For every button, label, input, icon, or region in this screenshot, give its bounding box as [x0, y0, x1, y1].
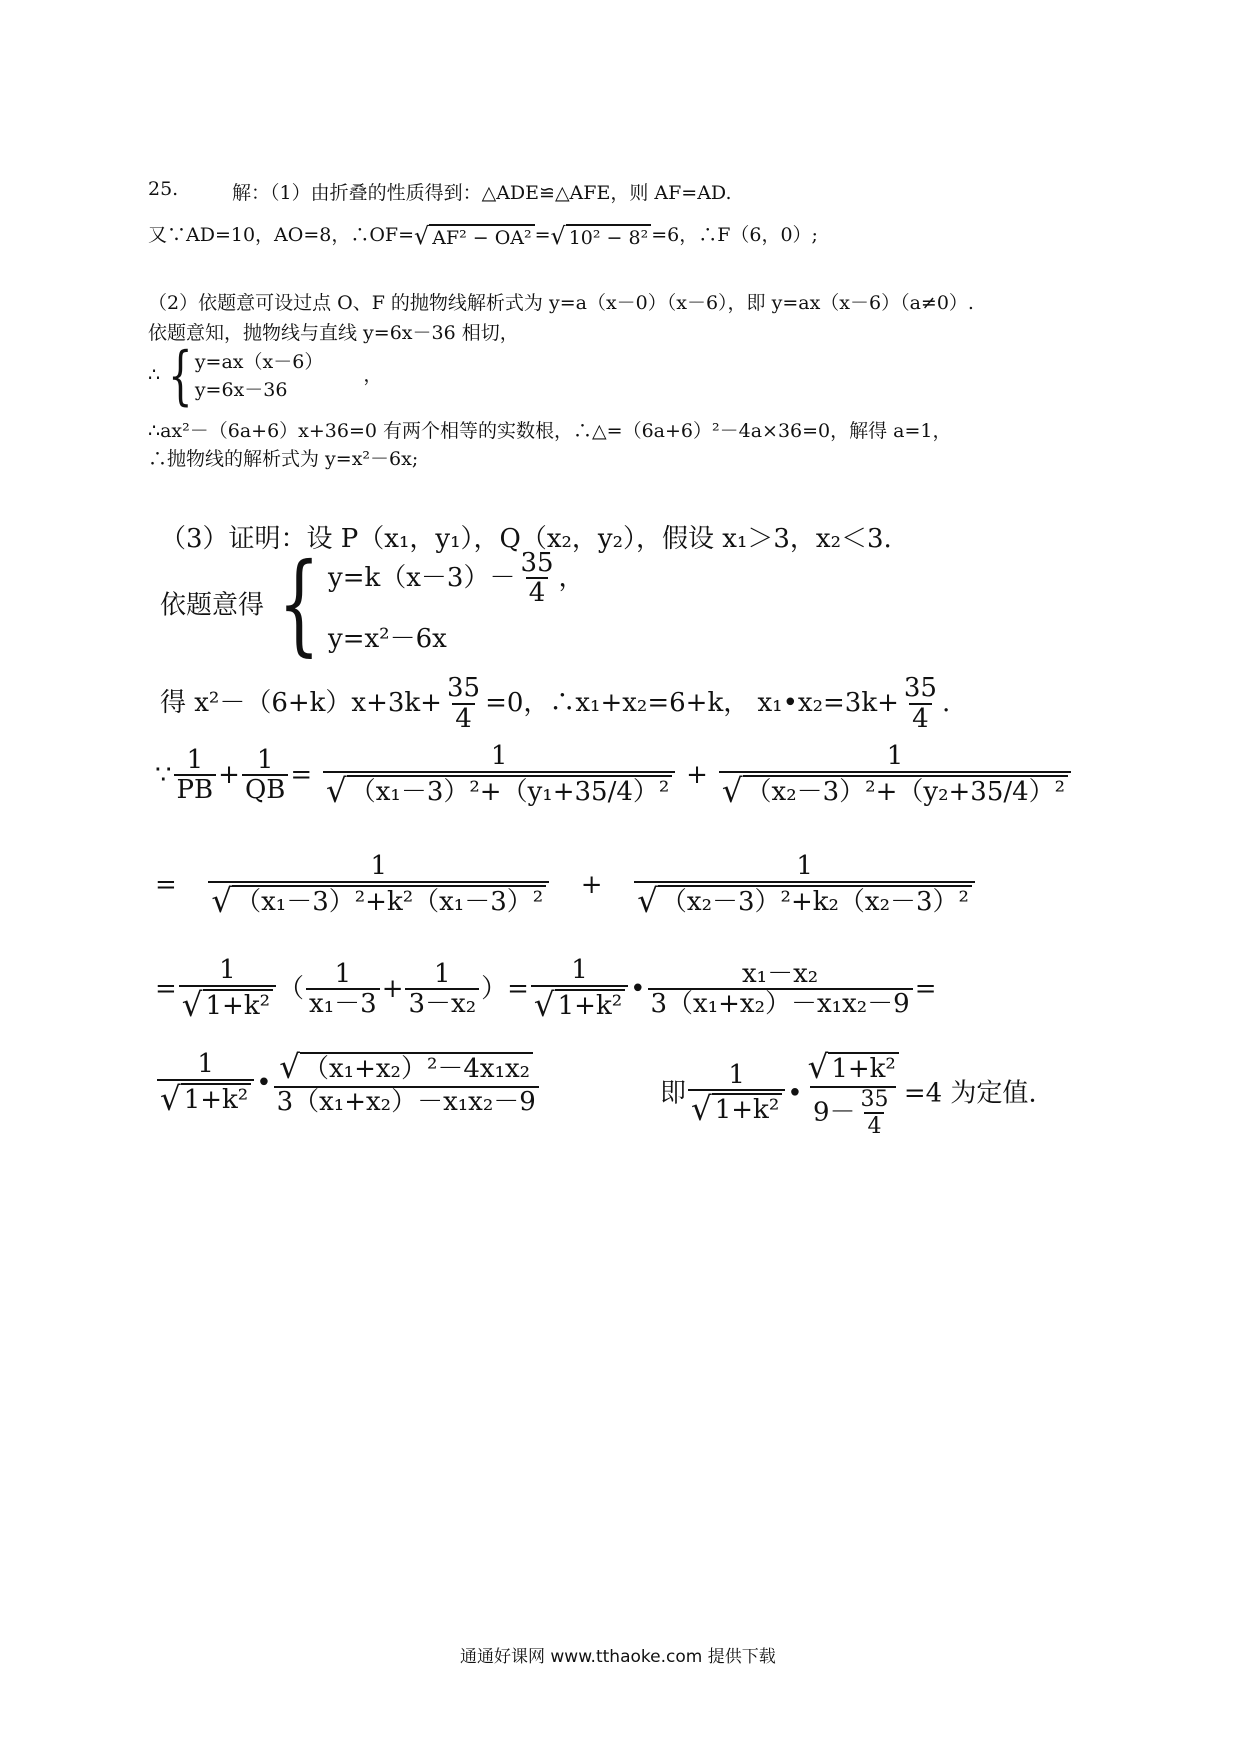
part1-line1: 解：（1）由折叠的性质得到：△ADE≌△AFE，则 AF=AD. — [232, 182, 732, 204]
sqrt-af-oa: √ AF² − OA² — [414, 222, 535, 250]
left-brace-icon: { — [278, 539, 321, 667]
part3-line1: （3）证明：设 P（x₁，y₁），Q（x₂，y₂），假设 x₁＞3，x₂＜3. — [160, 524, 892, 554]
part3-sys-eq1: y=k（x－3）－ $\frac{35}{4}$ ， — [328, 547, 585, 609]
footer-credit: 通通好课网 www.tthaoke.com 提供下载 — [460, 1647, 776, 1667]
sqrt-10-8: √ 10² − 8² — [551, 222, 652, 250]
part3-eq1: ∵ $\frac{1}{PB}$ + $\frac{1}{QB}$ = $\frac{1}{\text{√ （x₁－3）²+（y₁+35/4）²}}$ + $\frac{1}{\text{√ （x₂－3）²+（y₂+35/4）²}}$ — [155, 742, 1082, 810]
part3-eq4: $\frac{1}{\text{√ 1+k²}}$ • $\frac{\text{√ （x₁+x₂）²－4x₁x₂}}{\text{3（x₁+x₂）－x₁x₂－9}}$ — [155, 1050, 541, 1118]
part2-line1: （2）依题意可设过点 O、F 的抛物线解析式为 y=a（x－0）（x－6），即 y=ax（x－6）（a≠0）. — [148, 292, 974, 314]
problem-number: 25. — [148, 178, 179, 200]
part2-line2: 依题意知，抛物线与直线 y=6x－36 相切， — [148, 322, 519, 344]
part3-line2: 得 x²－（6+k）x+3k+ $\frac{35}{4}$ =0，∴x₁+x₂=6+k， x₁•x₂=3k+ $\frac{35}{4}$ . — [160, 673, 951, 734]
part1-line2: 又∵AD=10，AO=8，∴OF=√ AF² − OA² =√ 10² − 8² =6，∴F（6，0）; — [148, 222, 818, 250]
part2-line3: ∴ax²－（6a+6）x+36=0 有两个相等的实数根，∴△=（6a+6）²－4a×36=0，解得 a=1， — [148, 420, 952, 442]
part3-system: 依题意得 { y=k（x－3）－ $\frac{35}{4}$ ， y=x²－6x — [160, 539, 585, 667]
part3-eq2: = $\frac{1}{\text{√ （x₁－3）²+k²（x₁－3）²}}$ + $\frac{1}{\text{√ （x₂－3）²+k₂（x₂－3）²}}$ — [155, 852, 1007, 920]
part2-line4: ∴抛物线的解析式为 y=x²－6x; — [148, 448, 419, 470]
part3-eq5: 即 $\frac{1}{\text{√ 1+k²}}$ • √ 1+k² 9－ $\frac{35}{4}$ =4 为定值. — [660, 1048, 1037, 1139]
part2-sys-eq2: y=6x－36 — [194, 379, 288, 401]
part2-system: ∴ { y=ax（x－6） y=6x－36 ， — [148, 339, 383, 413]
part3-eq3: = $\frac{1}{\text{√ 1+k²}}$ （ $\frac{1}{\text{x₁－3}}$ + $\frac{1}{\text{3－x₂}}$ ）= $\frac{1}{\text{√ 1+k²}}$ • $\frac{\text{x₁－x₂}}{\text{3（x₁+x₂）－x₁x₂－9}}$ = — [155, 955, 937, 1024]
part2-sys-eq1: y=ax（x－6） — [194, 350, 324, 373]
part3-sys-eq2: y=x²－6x — [328, 624, 447, 655]
left-brace-icon: { — [168, 339, 193, 413]
part1-line2-suffix: =6，∴F（6，0）; — [651, 224, 818, 246]
part1-line2-prefix: 又∵AD=10，AO=8，∴OF= — [148, 224, 415, 246]
